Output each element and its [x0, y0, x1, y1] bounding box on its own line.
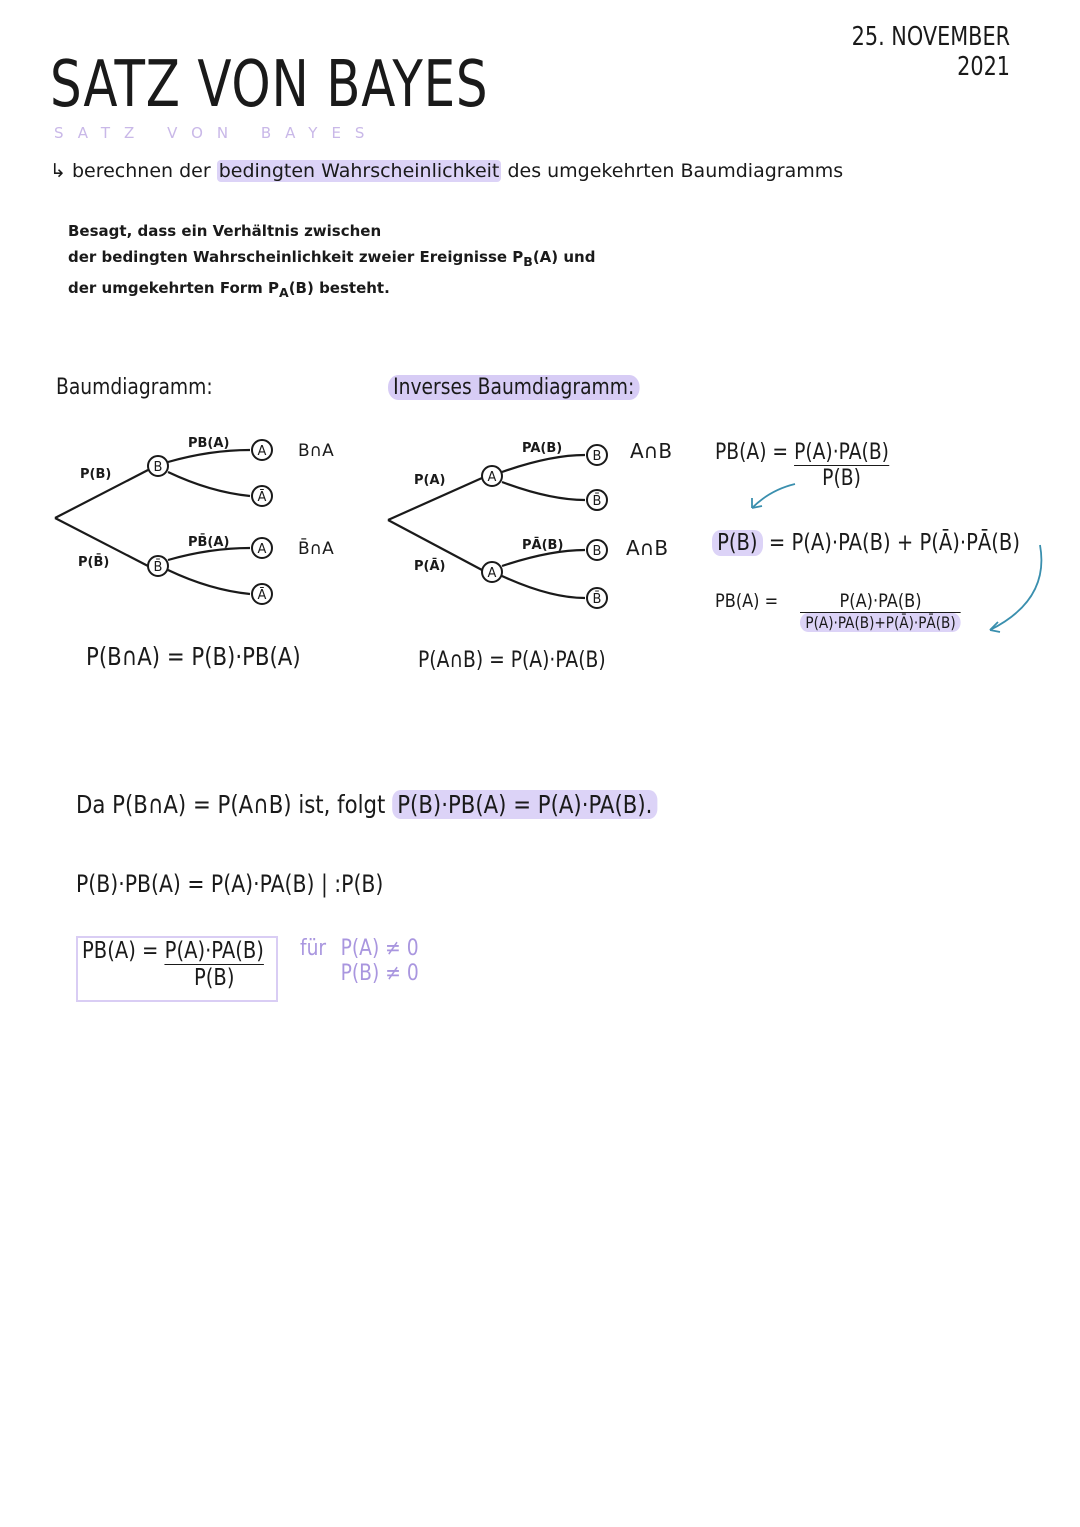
intro-text-after: des umgekehrten Baumdiagramms [507, 160, 844, 182]
right-formula-3-den: P(A)·PA(B)+P(Ā)·PĀ(B) [800, 613, 961, 632]
right-formula-2 [712, 530, 1020, 556]
tree2-branch-abar-bbar [502, 576, 585, 598]
tree2-branch-a-b [502, 455, 585, 472]
right-formula-1-left: PB(A) = [715, 440, 789, 465]
tree1-leaf-3-label: A [257, 542, 267, 557]
condition-1: P(A) ≠ 0 [340, 936, 419, 961]
boxed-formula [82, 938, 264, 991]
tree2-formula: P(A∩B) = P(A)·PA(B) [418, 648, 606, 673]
tree1-heading: Baumdiagramm: [56, 375, 213, 400]
title-shadow: SATZ VON BAYES [54, 124, 379, 142]
tree1-leaf-1-label: A [257, 444, 267, 459]
tree1-leaf-4-label: Ā [257, 588, 267, 603]
boxed-formula-left: PB(A) = [82, 938, 159, 964]
intro-text-before: berechnen der [71, 160, 211, 182]
page-title: SATZ VON BAYES [50, 48, 489, 122]
tree1-branch-b-a [168, 450, 250, 462]
boxed-formula-den: P(B) [194, 965, 235, 991]
description-line-3-sub: A [279, 285, 289, 300]
description-line-3-text: der umgekehrten Form P [68, 279, 280, 297]
tree2-branch-a-bbar [502, 482, 585, 500]
description-line-2-end: (A) und [532, 248, 596, 266]
right-formula-1-num: P(A)·PA(B) [794, 440, 889, 465]
intro-highlight: bedingten Wahrscheinlichkeit [218, 160, 500, 182]
description-line-3-end: (B) besteht. [288, 279, 390, 297]
tree1-formula: P(B∩A) = P(B)·PB(A) [86, 642, 301, 671]
right-formula-1-frac [794, 440, 889, 491]
right-formula-3-frac [800, 590, 961, 632]
tree2-result-1: A∩B [630, 439, 673, 463]
tree1-results [298, 441, 334, 559]
condition-2: P(B) ≠ 0 [340, 961, 419, 986]
tree2-branch-top-label: PA(B) [522, 441, 563, 456]
tree1-node-bbar-label: B̄ [153, 560, 163, 575]
right-formula-1 [715, 440, 889, 491]
boxed-formula-frac [165, 938, 264, 991]
tree2-node-a-label: A [487, 470, 497, 485]
tree1-nodes [148, 440, 272, 604]
tree2-leaf-1-label: B [592, 449, 602, 464]
condition-values [341, 936, 419, 986]
tree2-heading-text: Inverses Baumdiagramm: [388, 375, 639, 400]
tree1-leaf-2-label: Ā [257, 490, 267, 505]
right-formula-3 [715, 590, 961, 632]
tree1-result-1: B∩A [298, 441, 334, 461]
derivation-line-1 [76, 790, 657, 819]
arrow-icon: ↳ [50, 160, 66, 182]
tree2-leaf-4-label: B̄ [592, 592, 602, 607]
tree1-result-2: B̄∩A [298, 539, 334, 559]
description-line-1: Besagt, dass ein Verhältnis zwischen [68, 222, 382, 240]
right-formula-1-den: P(B) [822, 466, 861, 491]
tree1-node-b-label: B [153, 460, 163, 475]
tree1-root-bottom-label: P(B̄) [78, 555, 110, 570]
tree2-labels [488, 449, 602, 607]
condition-label: für [300, 936, 327, 961]
derivation-line-1-highlight: P(B)·PB(A) = P(A)·PA(B). [392, 790, 657, 819]
tree1-branch-top-label: PB(A) [188, 436, 230, 451]
tree1-root-top-label: P(B) [80, 467, 112, 482]
right-formula-3-num: P(A)·PA(B) [800, 590, 961, 613]
tree2-result-2: A∩B [626, 536, 669, 560]
derivation-line-1-prefix: Da P(B∩A) = P(A∩B) ist, folgt [76, 790, 386, 819]
tree2-node-abar-label: A [487, 566, 497, 581]
tree2-results [626, 439, 672, 560]
description-line-2-sub: B [523, 254, 533, 269]
boxed-formula-num: P(A)·PA(B) [164, 938, 264, 964]
tree1-branch-b-abar [168, 472, 250, 496]
tree2-root-top-label: P(A) [414, 473, 446, 488]
date-line-2: 2021 [957, 52, 1010, 82]
tree2-root-bottom-label: P(Ā) [414, 559, 446, 574]
tree2-leaf-2-label: B̄ [592, 494, 602, 509]
tree2-branch-bottom-label: PĀ(B) [522, 538, 564, 553]
tree1-branch-bbar-abar [168, 570, 250, 594]
tree1-branch-bottom-label: PB̄(A) [188, 535, 230, 550]
arrow-icon-curve [990, 545, 1041, 632]
right-formula-2-right: = P(A)·PA(B) + P(Ā)·PĀ(B) [768, 530, 1020, 556]
right-formula-3-left: PB(A) = [715, 590, 779, 612]
condition [300, 936, 419, 986]
derivation-line-2: P(B)·PB(A) = P(A)·PA(B) | :P(B) [76, 870, 384, 898]
tree2-nodes [482, 445, 607, 608]
description-line-2-text: der bedingten Wahrscheinlichkeit zweier Ereignisse P [68, 248, 524, 266]
tree2-leaf-3-label: B [592, 544, 602, 559]
right-formula-2-left: P(B) [712, 530, 763, 556]
date-line-1: 25. NOVEMBER [851, 22, 1010, 52]
tree1-labels [154, 444, 267, 603]
